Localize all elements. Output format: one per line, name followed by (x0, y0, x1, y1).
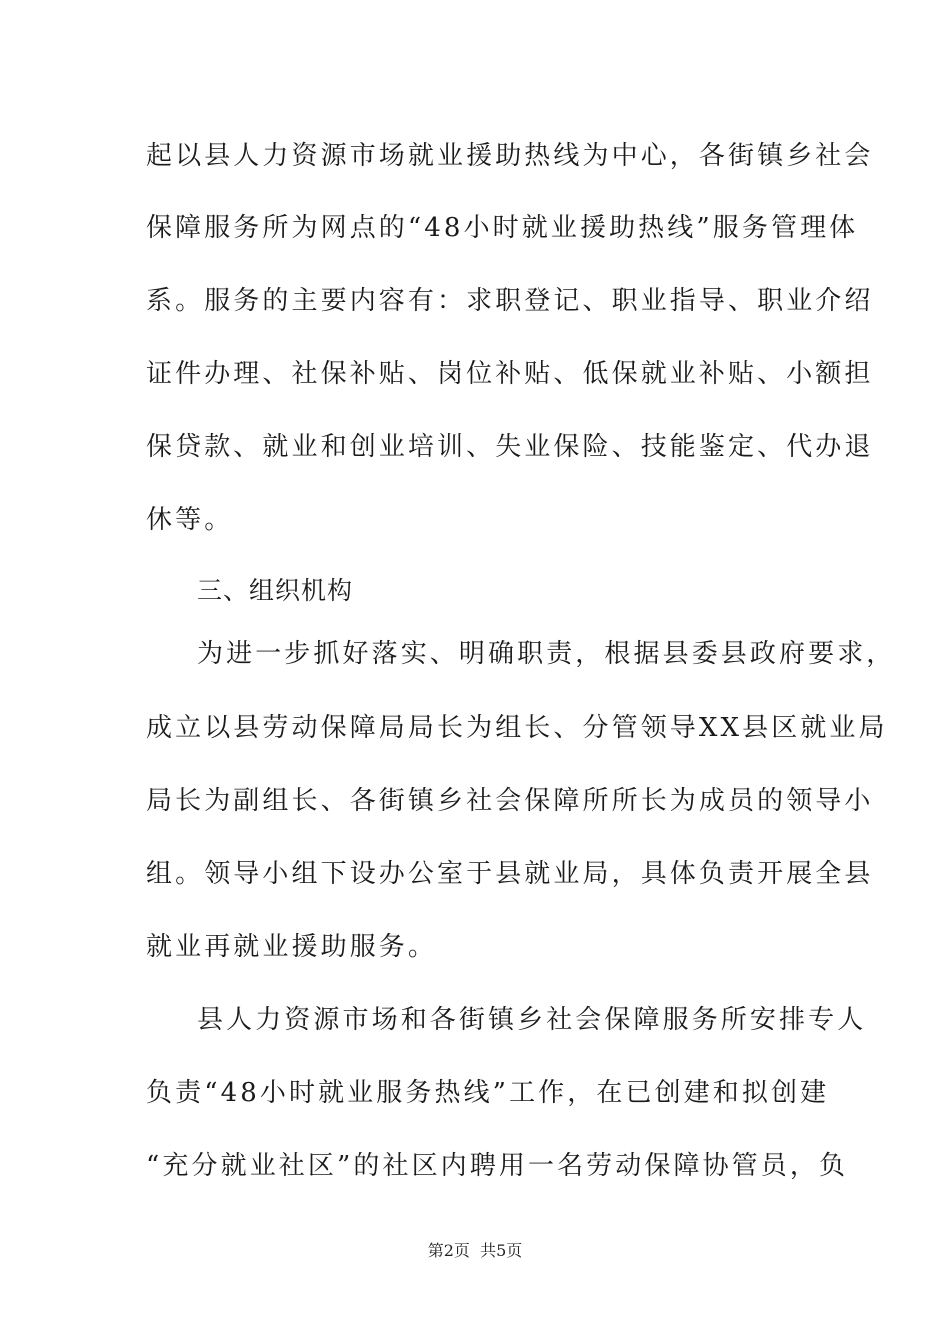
page-number-label: 第2页 共5页 (427, 1241, 523, 1260)
paragraph-1-line-1: 起以县人力资源市场就业援助热线为中心，各街镇乡社会 (146, 141, 874, 171)
paragraph-1-line-2: 保障服务所为网点的“48小时就业援助热线”服务管理体 (146, 213, 859, 243)
paragraph-1-line-3: 系。服务的主要内容有：求职登记、职业指导、职业介绍 (146, 286, 874, 316)
paragraph-3-line-1: 县人力资源市场和各街镇乡社会保障服务所安排专人 (197, 1005, 867, 1035)
paragraph-1-line-5: 保贷款、就业和创业培训、失业保险、技能鉴定、代办退 (146, 432, 874, 462)
paragraph-2-line-5: 就业再就业援助服务。 (146, 932, 438, 962)
paragraph-3-line-3: “充分就业社区”的社区内聘用一名劳动保障协管员，负 (146, 1151, 849, 1181)
page-footer (0, 1240, 950, 1262)
paragraph-1-line-4: 证件办理、社保补贴、岗位补贴、低保就业补贴、小额担 (146, 359, 874, 389)
paragraph-2-line-3: 局长为副组长、各街镇乡社会保障所所长为成员的领导小 (146, 786, 874, 816)
section-heading: 三、组织机构 (197, 576, 354, 605)
paragraph-2-line-1: 为进一步抓好落实、明确职责，根据县委县政府要求， (197, 639, 896, 669)
paragraph-3-line-2: 负责“48小时就业服务热线”工作，在已创建和拟创建 (146, 1078, 830, 1108)
paragraph-2-line-2: 成立以县劳动保障局局长为组长、分管领导XX县区就业局 (146, 713, 888, 743)
paragraph-2-line-4: 组。领导小组下设办公室于县就业局，具体负责开展全县 (146, 859, 874, 889)
paragraph-1-line-6: 休等。 (146, 505, 234, 535)
